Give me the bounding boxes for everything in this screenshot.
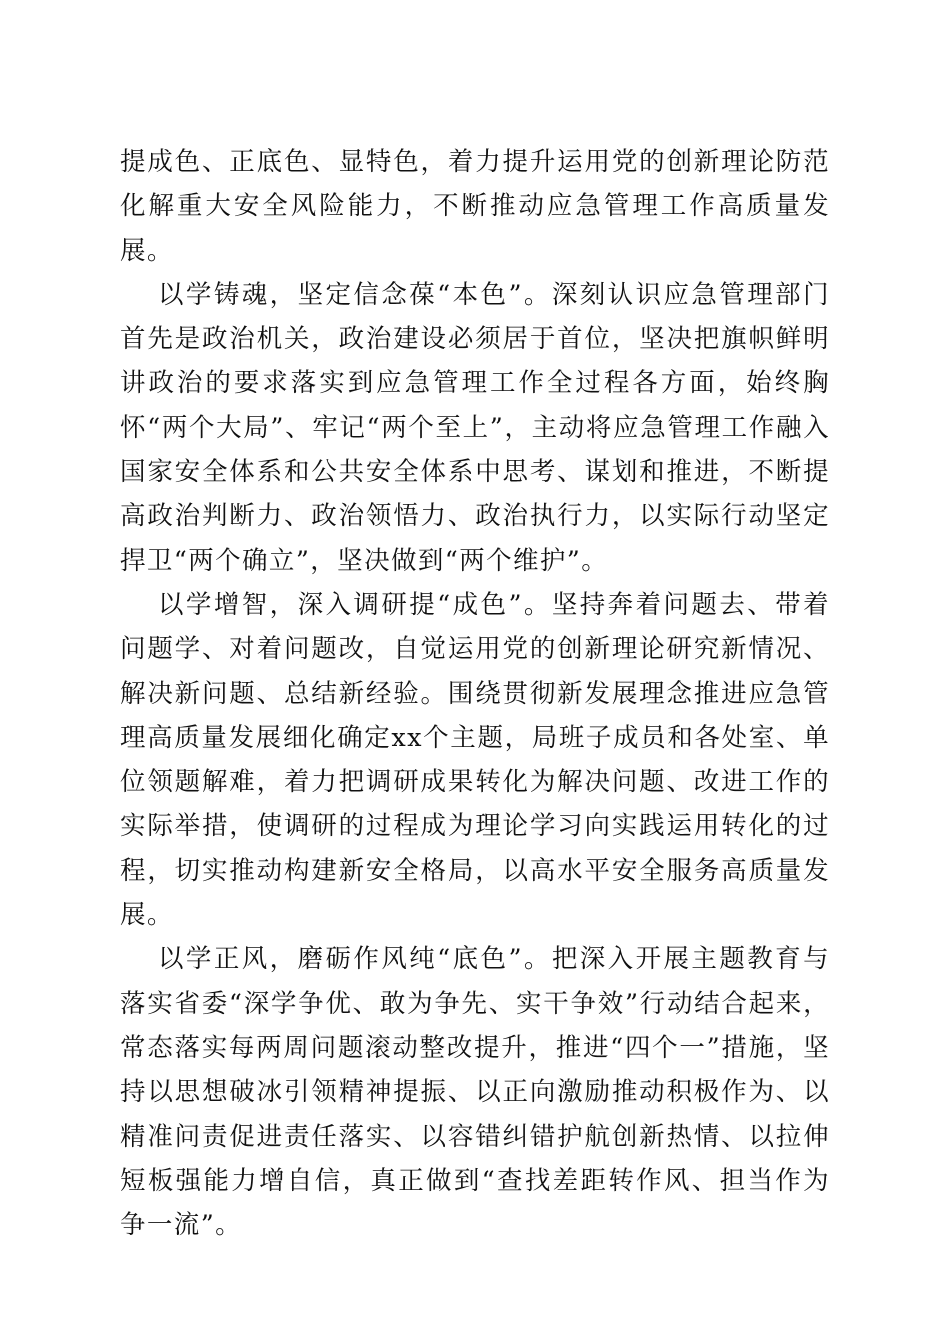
document-page <box>120 140 830 1247</box>
paragraph-chengse: 以学增智，深入调研提“成色”。坚持奔着问题去、带着问题学、对着问题改，自觉运用党的创新理论研究新情况、解决新问题、总结新经验。围绕贯彻新发展理念推进应急管理高质量发展细化确定xx个主题，局班子成员和各处室、单位领题解难，着力把调研成果转化为解决问题、改进工作的实际举措，使调研的过程成为理论学习向实践运用转化的过程，切实推动构建新安全格局，以高水平安全服务高质量发展。 <box>120 589 830 931</box>
paragraph-continuation: 提成色、正底色、显特色，着力提升运用党的创新理论防范化解重大安全风险能力，不断推动应急管理工作高质量发展。 <box>120 147 830 266</box>
paragraph-benshe: 以学铸魂，坚定信念葆“本色”。深刻认识应急管理部门首先是政治机关，政治建设必须居于首位，坚决把旗帜鲜明讲政治的要求落实到应急管理工作全过程各方面，始终胸怀“两个大局”、牢记“两个至上”，主动将应急管理工作融入国家安全体系和公共安全体系中思考、谋划和推进，不断提高政治判断力、政治领悟力、政治执行力，以实际行动坚定捍卫“两个确立”，坚决做到“两个维护”。 <box>120 279 830 576</box>
paragraph-dise: 以学正风，磨砺作风纯“底色”。把深入开展主题教育与落实省委“深学争优、敢为争先、实干争效”行动结合起来，常态落实每两周问题滚动整改提升，推进“四个一”措施，坚持以思想破冰引领精神提振、以正向激励推动积极作为、以精准问责促进责任落实、以容错纠错护航创新热情、以拉伸短板强能力增自信，真正做到“查找差距转作风、担当作为争一流”。 <box>120 944 830 1241</box>
